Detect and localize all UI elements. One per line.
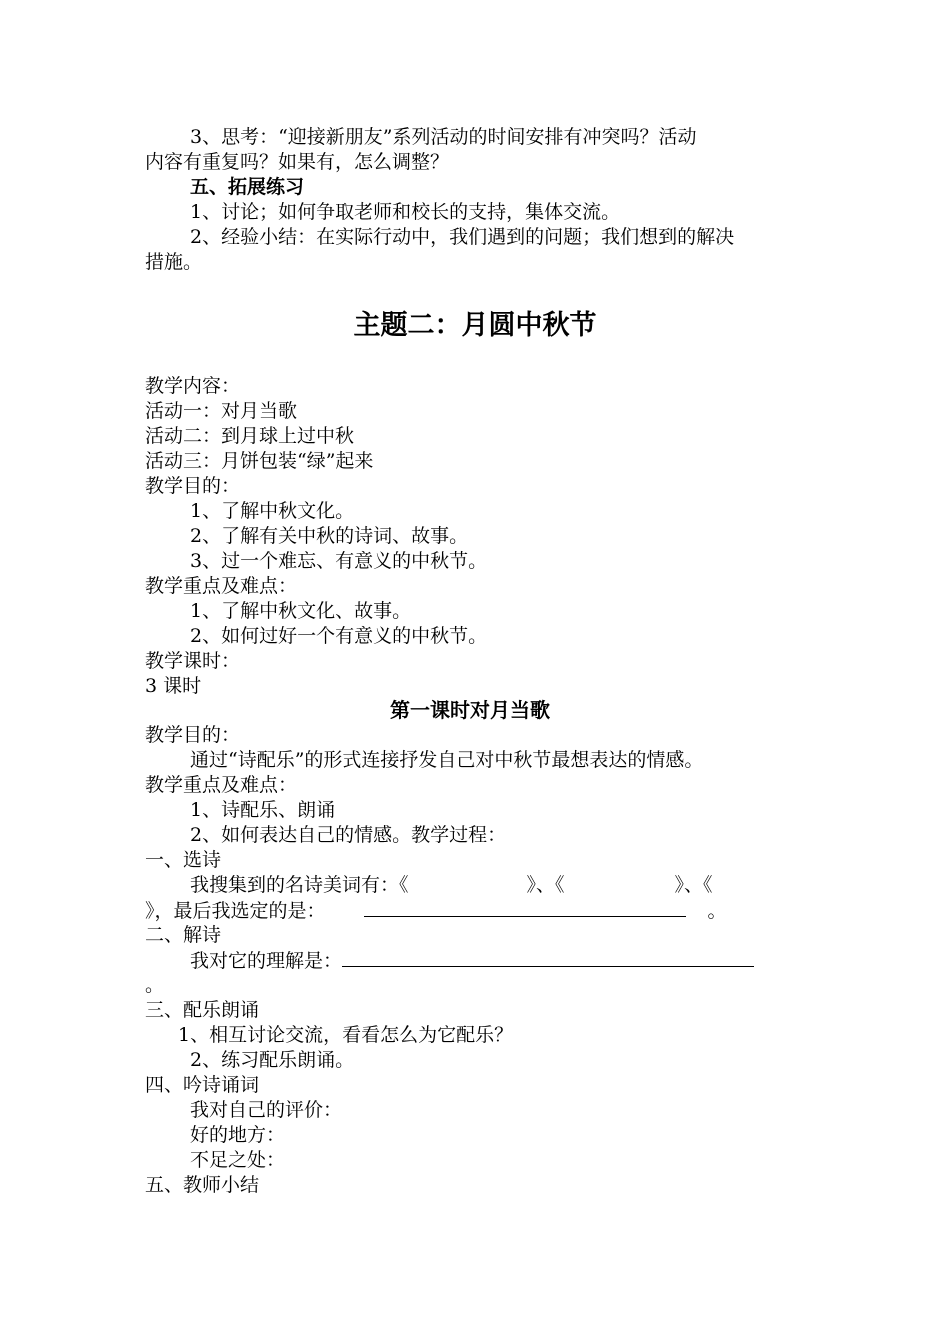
prev-item1: 1、讨论；如何争取老师和校长的支持，集体交流。 xyxy=(190,201,621,223)
hours-label: 教学课时： xyxy=(145,650,241,672)
step1-choice-end: 。 xyxy=(707,900,727,922)
step4-self-eval: 我对自己的评价： xyxy=(190,1099,343,1121)
goal2: 2、了解有关中秋的诗词、故事。 xyxy=(190,525,469,547)
theme-title: 主题二：月圆中秋节 xyxy=(353,310,597,341)
prev-item2-line2: 措施。 xyxy=(145,251,203,273)
prev-q3-line2: 内容有重复吗？如果有，怎么调整？ xyxy=(145,151,450,173)
step4-good: 好的地方： xyxy=(190,1124,286,1146)
goal3: 3、过一个难忘、有意义的中秋节。 xyxy=(190,550,488,572)
step2-understanding-line xyxy=(190,948,870,974)
lesson1-title: 第一课时对月当歌 xyxy=(390,698,550,722)
step2-heading: 二、解诗 xyxy=(145,924,222,946)
hours-value: 3 课时 xyxy=(145,675,202,697)
activity2: 活动二：到月球上过中秋 xyxy=(145,425,355,447)
lesson1-keypoints-label: 教学重点及难点： xyxy=(145,774,298,796)
step1-poems-text3: 》、《 xyxy=(674,874,713,896)
lesson1-keypoint1: 1、诗配乐、朗诵 xyxy=(190,799,336,821)
step2-understanding-text: 我对它的理解是： xyxy=(190,950,343,972)
understanding-blank xyxy=(342,948,754,967)
step1-choice-text: 》，最后我选定的是： xyxy=(145,900,326,922)
step3-item2: 2、练习配乐朗诵。 xyxy=(190,1049,355,1071)
goal1: 1、了解中秋文化。 xyxy=(190,500,355,522)
step1-poems-text2: 》、《 xyxy=(526,874,565,896)
keypoint1: 1、了解中秋文化、故事。 xyxy=(190,600,412,622)
step4-shortcomings: 不足之处： xyxy=(190,1149,286,1171)
lesson1-keypoint2: 2、如何表达自己的情感。教学过程： xyxy=(190,824,507,846)
lesson1-goal: 通过“诗配乐”的形式连接抒发自己对中秋节最想表达的情感。 xyxy=(190,749,704,771)
lesson1-goals-label: 教学目的： xyxy=(145,724,241,746)
step1-poems-text1: 我搜集到的名诗美词有：《 xyxy=(190,874,409,896)
prev-heading-extension: 五、拓展练习 xyxy=(190,176,305,198)
step1-heading: 一、选诗 xyxy=(145,849,222,871)
goals-label: 教学目的： xyxy=(145,475,241,497)
prev-q3-line1: 3、思考：“迎接新朋友”系列活动的时间安排有冲突吗？活动 xyxy=(190,126,697,148)
step1-choice-line xyxy=(145,898,825,924)
keypoint2: 2、如何过好一个有意义的中秋节。 xyxy=(190,625,488,647)
activity3: 活动三：月饼包装“绿”起来 xyxy=(145,450,374,472)
step5-heading: 五、教师小结 xyxy=(145,1174,260,1196)
prev-item2-line1: 2、经验小结：在实际行动中，我们遇到的问题；我们想到的解决 xyxy=(190,226,735,248)
step3-item1: 1、相互讨论交流，看看怎么为它配乐？ xyxy=(178,1024,514,1046)
step3-heading: 三、配乐朗诵 xyxy=(145,999,260,1021)
keypoints-label: 教学重点及难点： xyxy=(145,575,298,597)
choice-blank xyxy=(364,898,686,917)
content-label: 教学内容： xyxy=(145,375,241,397)
activity1: 活动一：对月当歌 xyxy=(145,400,298,422)
step2-end: 。 xyxy=(145,974,165,996)
step1-poems-line xyxy=(190,873,870,898)
step4-heading: 四、吟诗诵词 xyxy=(145,1074,260,1096)
